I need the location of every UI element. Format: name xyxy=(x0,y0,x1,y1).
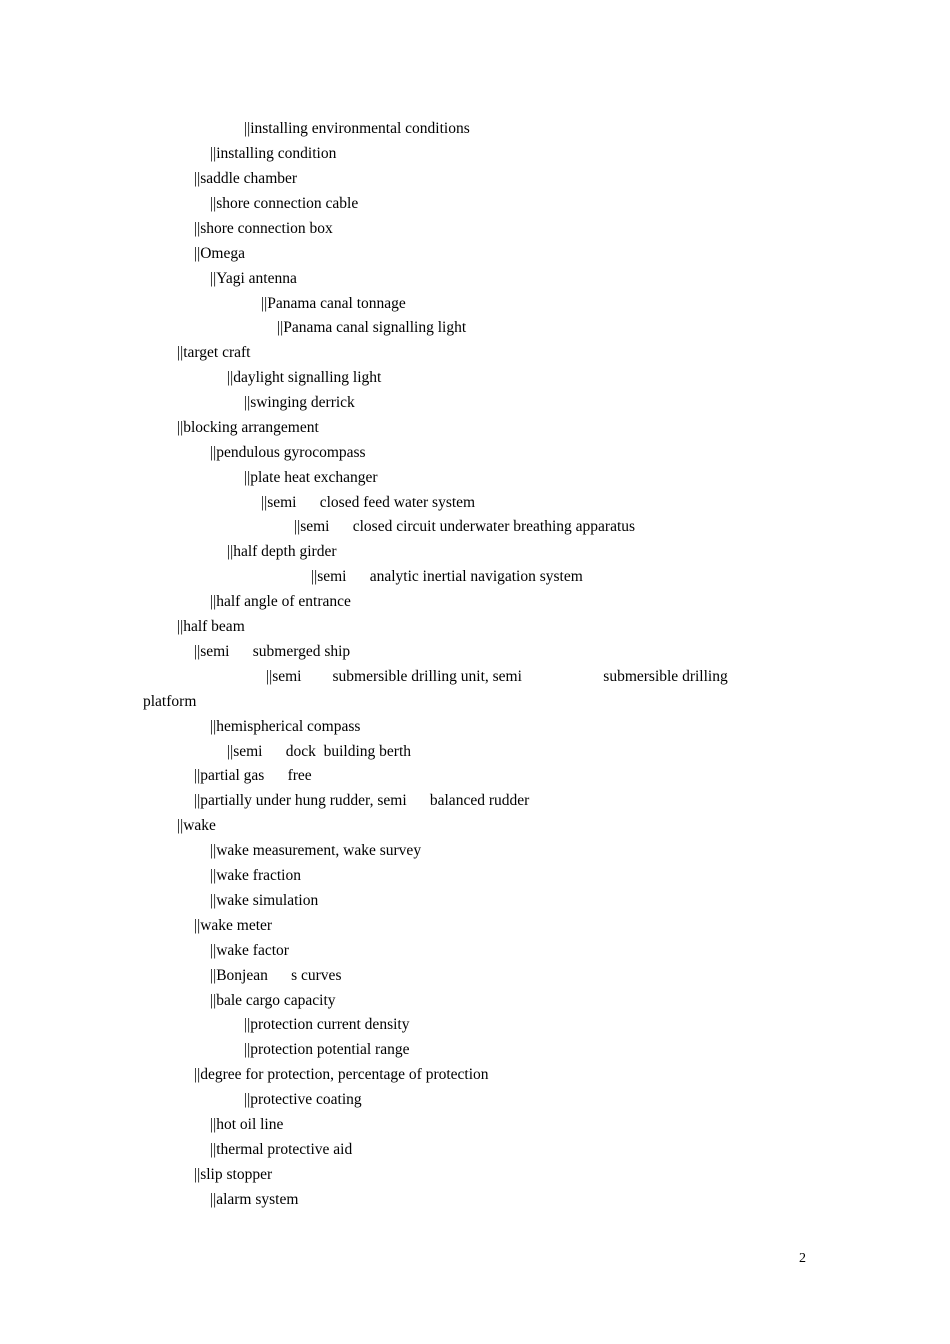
text-line: ||installing environmental conditions xyxy=(244,120,470,137)
text-line: ||shore connection cable xyxy=(210,195,359,212)
text-line: ||thermal protective aid xyxy=(210,1141,353,1158)
text-line: ||hemispherical compass xyxy=(210,718,361,735)
text-line: ||wake fraction xyxy=(210,867,301,884)
text-line: ||hot oil line xyxy=(210,1116,284,1133)
text-line: ||plate heat exchanger xyxy=(244,469,378,486)
text-line: ||bale cargo capacity xyxy=(210,992,336,1009)
text-line: ||protective coating xyxy=(244,1091,362,1108)
text-line: ||partially under hung rudder, semi balanced rudder xyxy=(194,792,530,809)
text-line: ||degree for protection, percentage of protection xyxy=(194,1066,489,1083)
text-line: ||installing condition xyxy=(210,145,337,162)
text-line: ||pendulous gyrocompass xyxy=(210,444,366,461)
text-line: ||daylight signalling light xyxy=(227,369,382,386)
text-line: ||half depth girder xyxy=(227,543,337,560)
text-line: ||shore connection box xyxy=(194,220,333,237)
text-line: ||half beam xyxy=(177,618,245,635)
text-line: ||half angle of entrance xyxy=(210,593,351,610)
text-line: ||saddle chamber xyxy=(194,170,298,187)
text-line: ||wake xyxy=(177,817,216,834)
text-line: ||semi dock building berth xyxy=(227,743,412,760)
text-line: ||blocking arrangement xyxy=(177,419,319,436)
page-number: 2 xyxy=(799,1251,806,1266)
text-line: ||protection current density xyxy=(244,1016,410,1033)
text-line: ||partial gas free xyxy=(194,767,312,784)
text-line: ||alarm system xyxy=(210,1191,299,1208)
text-line: ||Omega xyxy=(194,245,245,262)
text-line: ||semi submersible drilling unit, semi submersible drilling xyxy=(266,668,728,685)
text-line: ||wake measurement, wake survey xyxy=(210,842,422,859)
text-line: ||wake meter xyxy=(194,917,273,934)
text-line: ||wake factor xyxy=(210,942,289,959)
text-line: ||Panama canal tonnage xyxy=(261,295,406,312)
text-line: ||Panama canal signalling light xyxy=(277,319,467,336)
text-line: ||semi closed circuit underwater breathing apparatus xyxy=(294,518,636,535)
text-line: ||target craft xyxy=(177,344,251,361)
text-line: ||semi closed feed water system xyxy=(261,494,476,511)
text-line: ||Yagi antenna xyxy=(210,270,297,287)
text-line: ||Bonjean s curves xyxy=(210,967,342,984)
text-line: ||slip stopper xyxy=(194,1166,273,1183)
text-line: ||wake simulation xyxy=(210,892,319,909)
text-line: ||semi analytic inertial navigation system xyxy=(311,568,583,585)
text-line: platform xyxy=(143,693,197,710)
text-line: ||swinging derrick xyxy=(244,394,355,411)
text-line: ||semi submerged ship xyxy=(194,643,351,660)
text-line: ||protection potential range xyxy=(244,1041,410,1058)
